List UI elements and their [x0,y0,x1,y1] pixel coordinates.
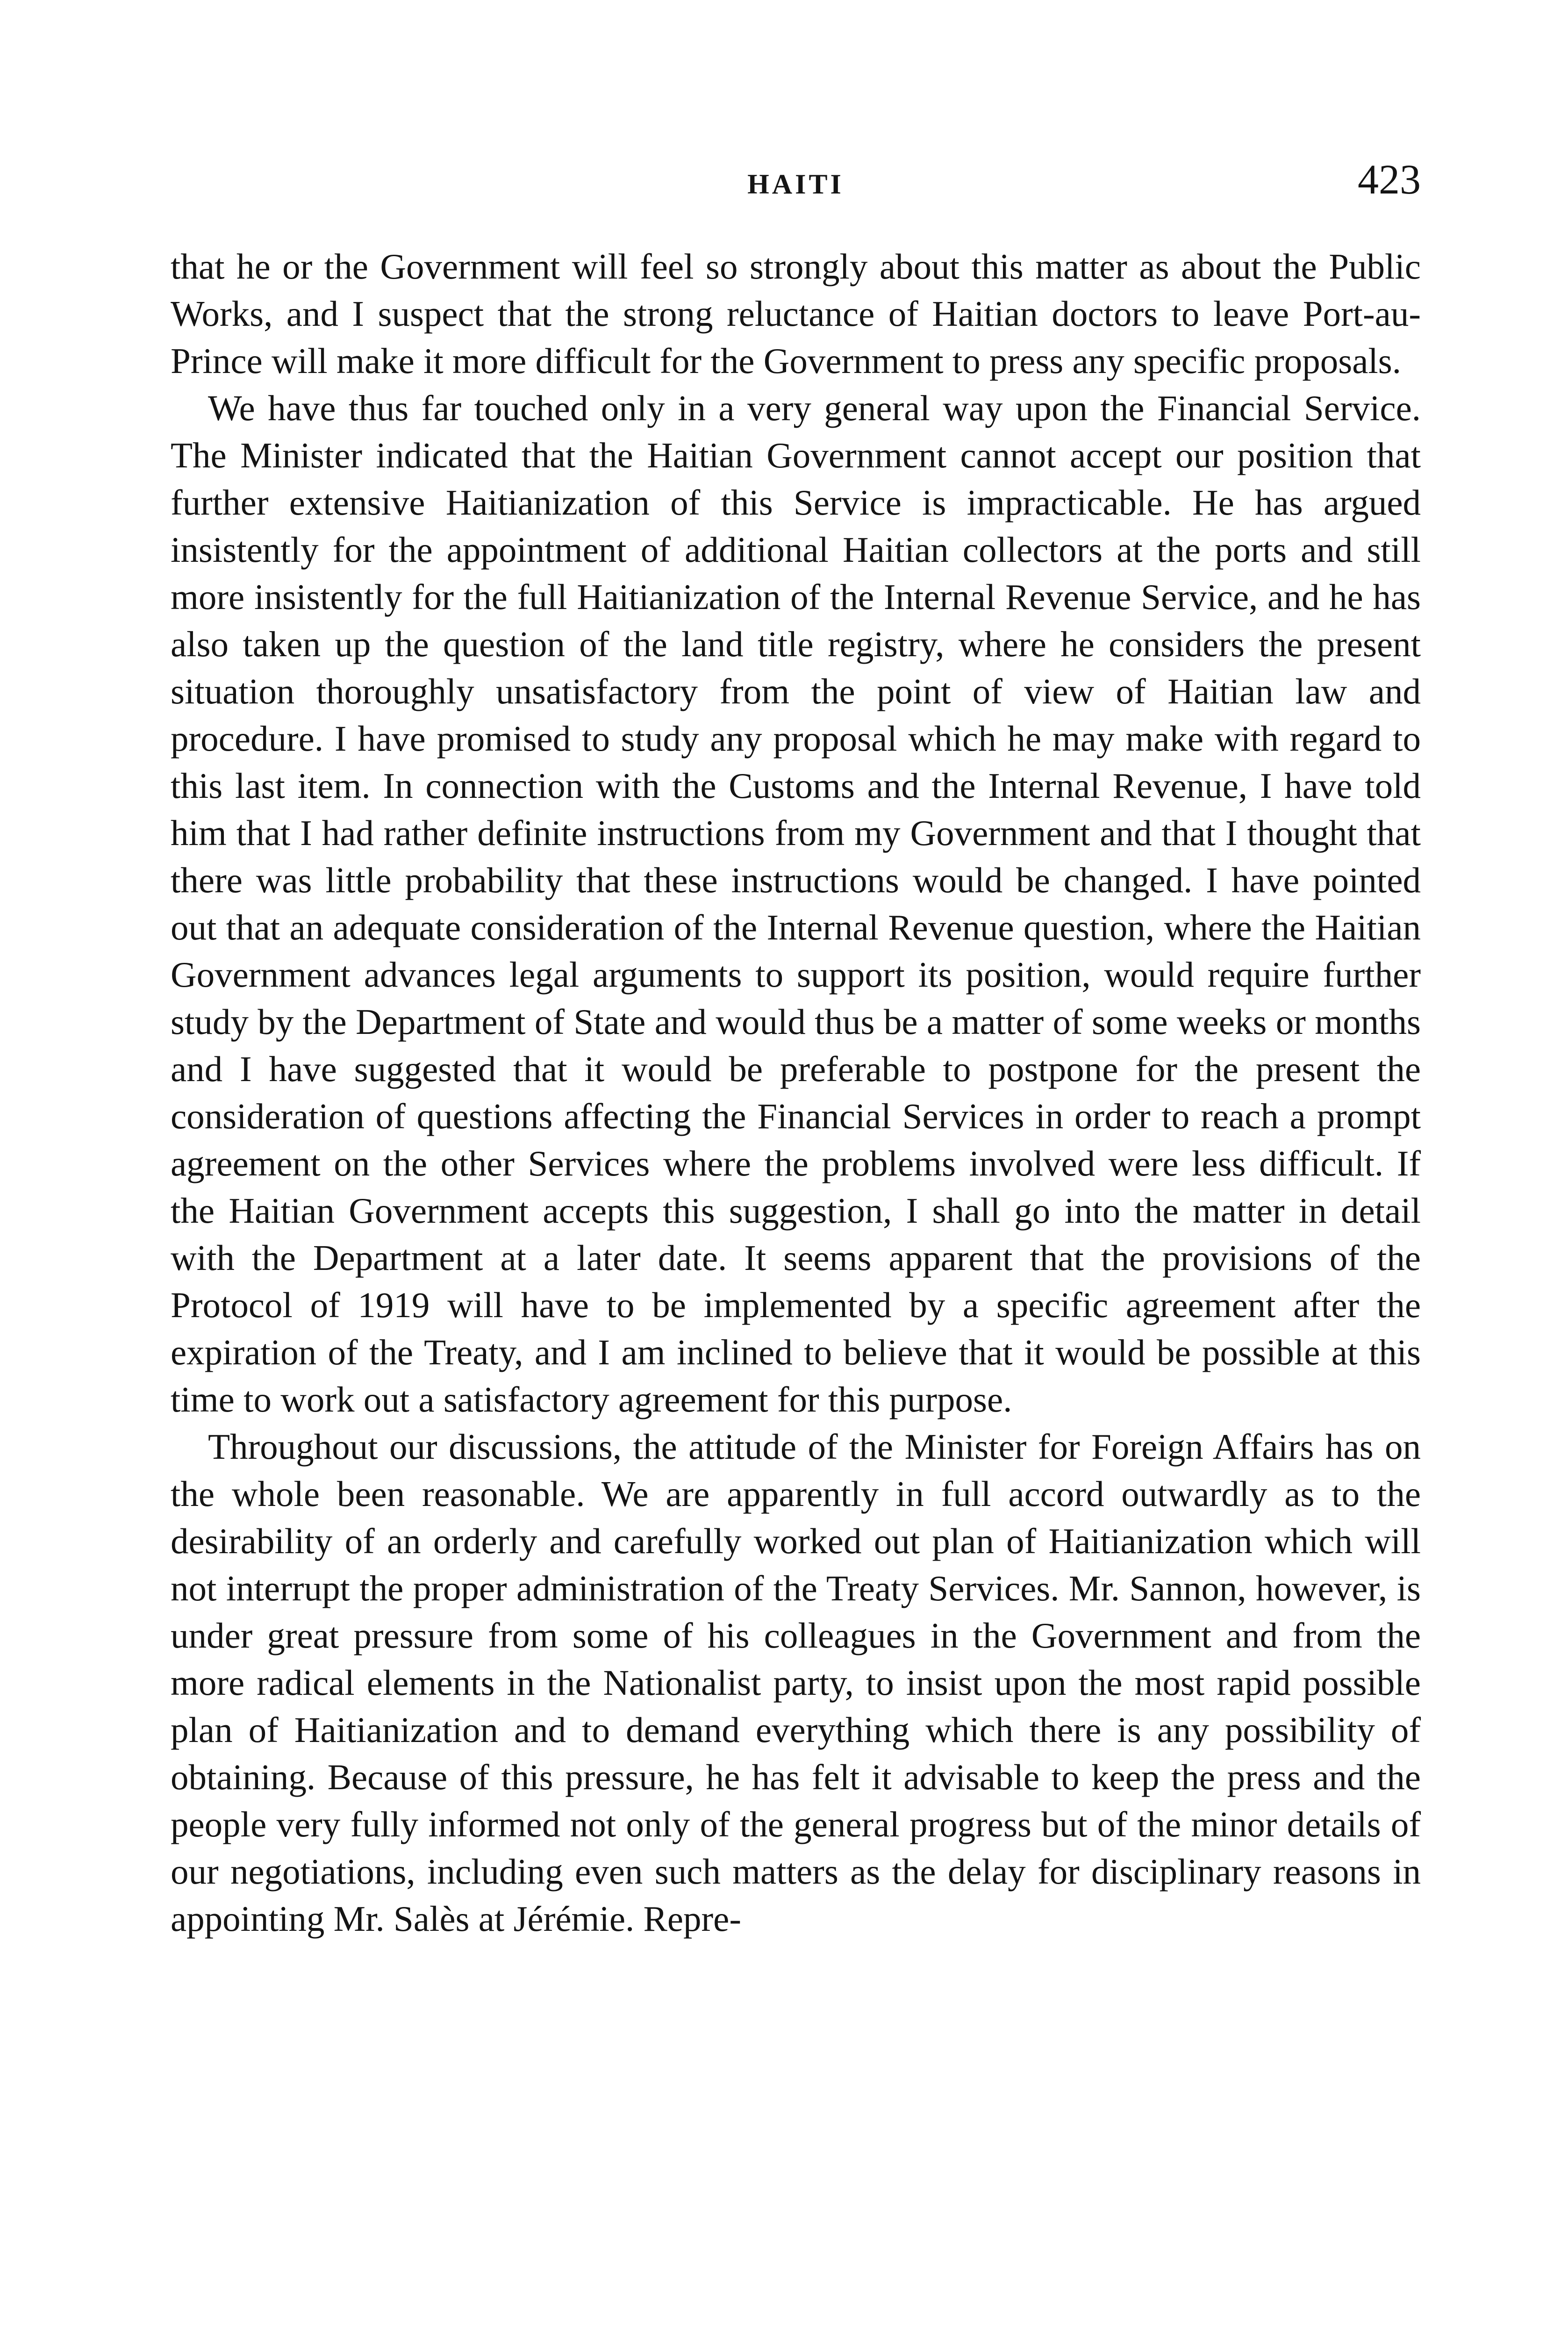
paragraph-financial-service: We have thus far touched only in a very general way upon the Financial Service. The Minister indicated that the Haitian Government cannot accept our position that further extensive Haitianization of this Service is impracticable. He has argued insistently for the appointment of additional Haitian collectors at the ports and still more insistently for the full Haitianization of the Internal Revenue Service, and he has also taken up the question of the land title registry, where he considers the present situation thoroughly unsatisfactory from the point of view of Haitian law and procedure. I have promised to study any proposal which he may make with regard to this last item. In connection with the Customs and the Internal Revenue, I have told him that I had rather definite instructions from my Government and that I thought that there was little probability that these instructions would be changed. I have pointed out that an adequate consideration of the Internal Revenue question, where the Haitian Government advances legal arguments to support its position, would require further study by the Department of State and would thus be a matter of some weeks or months and I have suggested that it would be preferable to postpone for the present the consideration of questions affecting the Financial Services in order to reach a prompt agreement on the other Services where the problems involved were less difficult. If the Haitian Government accepts this suggestion, I shall go into the matter in detail with the Department at a later date. It seems apparent that the provisions of the Protocol of 1919 will have to be implemented by a specific agreement after the expiration of the Treaty, and I am inclined to believe that it would be possible at this time to work out a satisfactory agreement for this purpose. [171,388,1421,1419]
paragraph-continuation: that he or the Government will feel so strongly about this matter as about the Public Works, and I suspect that the strong reluctance of Haitian doctors to leave Port-au-Prince will make it more difficult for the Government to press any specific proposals. [171,246,1421,381]
running-title: HAITI [747,169,844,200]
page-number: 423 [1358,157,1421,203]
running-header [171,159,1421,215]
paragraph-discussions: Throughout our discussions, the attitude of the Minister for Foreign Affairs has on the whole been reasonable. We are apparently in full accord outwardly as to the desirability of an orderly and carefully worked out plan of Haitianization which will not interrupt the proper administration of the Treaty Services. Mr. Sannon, however, is under great pressure from some of his colleagues in the Government and from the more radical elements in the Nationalist party, to insist upon the most rapid possible plan of Haitianization and to demand everything which there is any possibility of obtaining. Because of this pressure, he has felt it advisable to keep the press and the people very fully informed not only of the general progress but of the minor details of our negotiations, including even such matters as the delay for disciplinary reasons in appointing Mr. Salès at Jérémie. Repre- [171,1427,1421,1939]
body-text [171,243,1421,1943]
